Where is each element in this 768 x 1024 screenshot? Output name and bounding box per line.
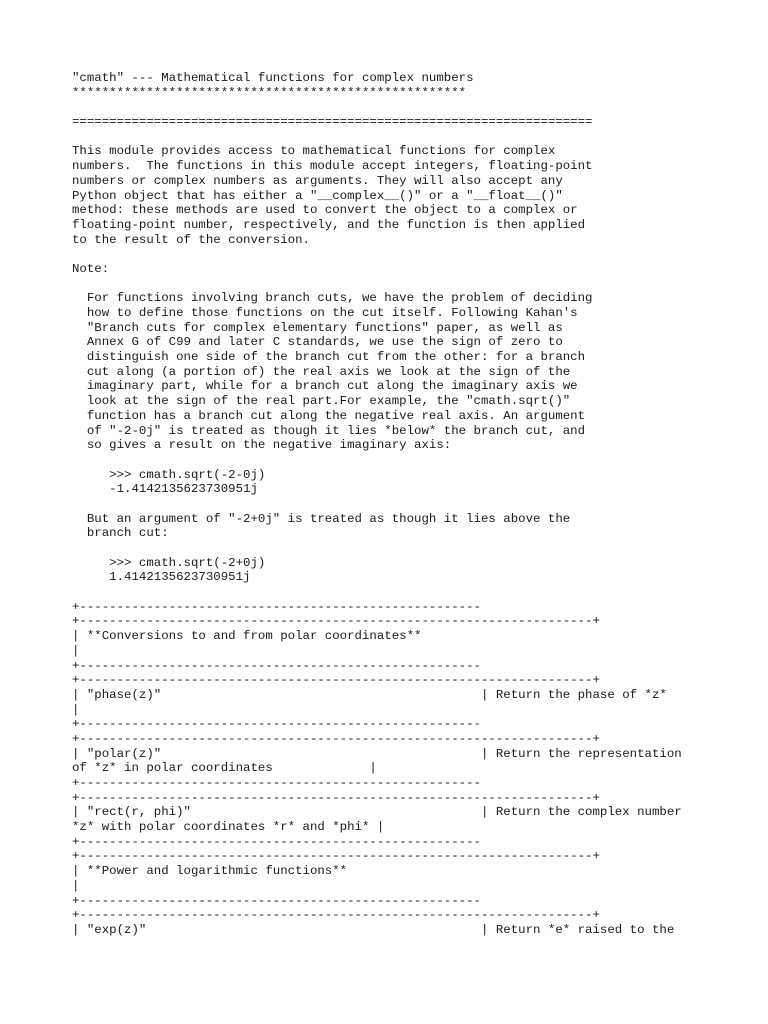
document-page — [72, 71, 762, 938]
text-line: | — [72, 643, 80, 658]
text-line — [72, 277, 762, 292]
text-line: look at the sign of the real part.For example, the "cmath.sqrt()" — [72, 394, 571, 409]
text-line: +---------------------------------------------------------------------+ — [72, 614, 600, 629]
text-line: +------------------------------------------------------ — [72, 717, 481, 732]
text-line: function has a branch cut along the negative real axis. An argument — [72, 408, 586, 423]
text-line: to the result of the conversion. — [72, 232, 310, 247]
text-line — [72, 585, 762, 600]
text-line: numbers or complex numbers as arguments. They will also accept any — [72, 173, 563, 188]
text-line: +---------------------------------------------------------------------+ — [72, 849, 600, 864]
text-line — [72, 130, 762, 145]
text-line: +---------------------------------------------------------------------+ — [72, 731, 600, 746]
text-line: of "-2-0j" is treated as though it lies *below* the branch cut, and — [72, 423, 586, 438]
text-line: +---------------------------------------------------------------------+ — [72, 673, 600, 688]
text-line: >>> cmath.sqrt(-2-0j) — [72, 467, 266, 482]
text-line: of *z* in polar coordinates | — [72, 761, 377, 776]
text-line — [72, 541, 762, 556]
text-line — [72, 247, 762, 262]
text-line: method: these methods are used to convert the object to a complex or — [72, 203, 578, 218]
text-line: -1.4142135623730951j — [72, 482, 258, 497]
text-line: so gives a result on the negative imaginary axis: — [72, 438, 452, 453]
text-line: This module provides access to mathematical functions for complex — [72, 144, 556, 159]
text-line: floating-point number, respectively, and the function is then applied — [72, 217, 586, 232]
text-line: | "exp(z)" | Return *e* raised to the — [72, 922, 675, 937]
text-line: Annex G of C99 and later C standards, we use the sign of zero to — [72, 335, 563, 350]
text-line: +------------------------------------------------------ — [72, 658, 481, 673]
text-line: Python object that has either a "__complex__()" or a "__float__()" — [72, 188, 563, 203]
text-line: distinguish one side of the branch cut from the other: for a branch — [72, 350, 586, 365]
text-line: +---------------------------------------------------------------------+ — [72, 790, 600, 805]
text-line: | "polar(z)" | Return the representation — [72, 746, 682, 761]
text-line — [72, 100, 762, 115]
text-line: numbers. The functions in this module accept integers, floating-point — [72, 159, 593, 174]
text-line — [72, 453, 762, 468]
text-line: Note: — [72, 261, 110, 276]
text-line: imaginary part, while for a branch cut along the imaginary axis we — [72, 379, 578, 394]
text-line — [72, 497, 762, 512]
text-line: +------------------------------------------------------ — [72, 776, 481, 790]
text-line: cut along (a portion of) the real axis we look at the sign of the — [72, 364, 571, 379]
text-line: | **Conversions to and from polar coordinates** — [72, 629, 422, 644]
text-line: >>> cmath.sqrt(-2+0j) — [72, 555, 266, 570]
text-line: branch cut: — [72, 526, 169, 541]
text-line: +------------------------------------------------------ — [72, 893, 481, 908]
text-line: +------------------------------------------------------ — [72, 599, 481, 614]
text-line: 1.4142135623730951j — [72, 570, 251, 585]
text-line: +---------------------------------------------------------------------+ — [72, 908, 600, 923]
text-line: For functions involving branch cuts, we have the problem of deciding — [72, 291, 593, 306]
text-line: ***************************************************** — [72, 85, 467, 100]
text-line: +------------------------------------------------------ — [72, 834, 481, 849]
text-line: "cmath" --- Mathematical functions for complex numbers — [72, 71, 474, 85]
text-line: | "phase(z)" | Return the phase of *z* — [72, 687, 667, 702]
text-line: | **Power and logarithmic functions** — [72, 864, 348, 879]
text-line: how to define those functions on the cut itself. Following Kahan's — [72, 306, 578, 320]
text-line: *z* with polar coordinates *r* and *phi* | — [72, 820, 385, 835]
text-line: But an argument of "-2+0j" is treated as though it lies above the — [72, 511, 571, 526]
text-line: ====================================================================== — [72, 115, 593, 130]
text-line: | — [72, 702, 80, 717]
text-line: | — [72, 878, 80, 893]
text-line: "Branch cuts for complex elementary functions" paper, as well as — [72, 320, 563, 335]
text-line: | "rect(r, phi)" | Return the complex number — [72, 805, 682, 820]
